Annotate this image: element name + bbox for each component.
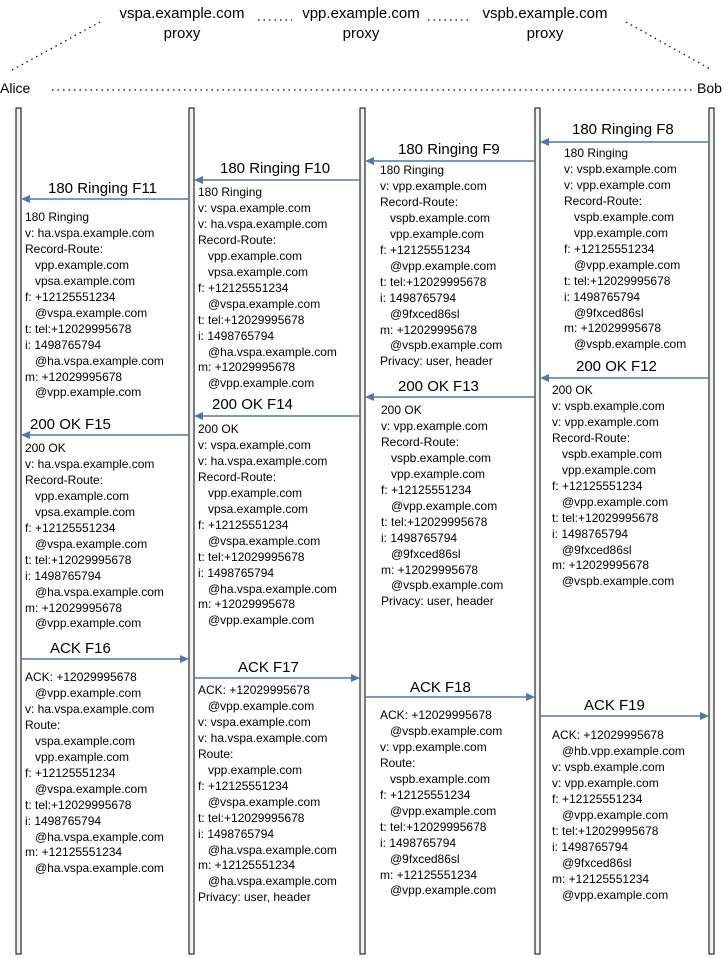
header-line: 180 Ringing <box>198 185 263 199</box>
header-line: @vpp.example.com <box>552 887 669 902</box>
header-line: v: ha.vspa.example.com <box>198 453 328 468</box>
header-line: v: vpp.example.com <box>564 177 671 192</box>
header-line: ACK: +12029995678 <box>198 683 310 697</box>
message-headers <box>198 422 337 629</box>
header-line: @ha.vspa.example.com <box>198 842 337 857</box>
header-line: m: +12125551234 <box>25 845 123 860</box>
message-label: 180 Ringing F10 <box>220 160 331 177</box>
header-line: @ha.vspa.example.com <box>25 861 164 876</box>
header-line: vpp.example.com <box>25 749 130 764</box>
header-line: @vpp.example.com <box>198 613 315 628</box>
header-line: t: tel:+12029995678 <box>380 274 487 289</box>
header-line: v: ha.vspa.example.com <box>25 225 155 240</box>
header-line: @vspb.example.com <box>381 578 504 593</box>
header-line: t: tel:+12029995678 <box>380 819 487 834</box>
arrow-head <box>21 195 30 203</box>
header-line: @vpp.example.com <box>380 258 497 273</box>
party-alice: Alice <box>0 80 31 96</box>
header-line: v: vpp.example.com <box>552 775 659 790</box>
header-line: vpp.example.com <box>25 488 130 503</box>
header-line: t: tel:+12029995678 <box>552 823 659 838</box>
header-line: Record-Route: <box>381 434 460 449</box>
header-line: Record-Route: <box>564 193 643 208</box>
header-line: m: +12029995678 <box>25 369 123 384</box>
arrow-head <box>180 655 189 663</box>
header-line: vpp.example.com <box>198 762 303 777</box>
header-line: i: 1498765794 <box>198 565 275 580</box>
message-label: 200 OK F13 <box>398 378 479 395</box>
header-line: @vpp.example.com <box>25 685 142 700</box>
message-label: 200 OK F12 <box>576 358 657 375</box>
header-line: m: +12029995678 <box>564 321 662 336</box>
header-line: @9fxced86sl <box>380 306 460 321</box>
header-line: t: tel:+12029995678 <box>25 321 132 336</box>
header-line: 200 OK <box>198 422 239 436</box>
header-line: ACK: +12029995678 <box>25 670 137 684</box>
message-label: 180 Ringing F8 <box>572 121 674 138</box>
header-line: @9fxced86sl <box>380 851 460 866</box>
header-line: Privacy: user, header <box>198 890 311 905</box>
header-line: f: +12125551234 <box>198 517 289 532</box>
arrow-head <box>365 157 374 165</box>
header-line: 200 OK <box>381 403 422 417</box>
proxy-b-label <box>460 4 630 44</box>
arrow-head <box>194 412 203 420</box>
message-headers <box>381 403 503 610</box>
header-line: i: 1498765794 <box>380 290 457 305</box>
header-line: v: vspb.example.com <box>552 759 665 774</box>
header-line: vspa.example.com <box>25 733 136 748</box>
message-headers <box>564 146 686 353</box>
header-line: Record-Route: <box>380 194 459 209</box>
header-line: vpsa.example.com <box>25 504 136 519</box>
arrow-head <box>526 693 535 701</box>
header-line: f: +12125551234 <box>380 787 471 802</box>
header-line: f: +12125551234 <box>552 791 643 806</box>
header-line: @vpp.example.com <box>552 807 669 822</box>
header-line: v: ha.vspa.example.com <box>198 216 328 231</box>
header-line: i: 1498765794 <box>198 826 275 841</box>
message-headers <box>25 441 164 632</box>
message-label: 200 OK F15 <box>30 416 111 433</box>
header-line: @vspa.example.com <box>198 296 321 311</box>
header-line: @vspb.example.com <box>552 574 675 589</box>
proxy-mid-label <box>276 4 446 44</box>
header-line: @vpp.example.com <box>198 376 315 391</box>
header-line: f: +12125551234 <box>564 241 655 256</box>
header-line: m: +12029995678 <box>381 562 479 577</box>
header-line: @ha.vspa.example.com <box>198 344 337 359</box>
header-line: 180 Ringing <box>564 146 629 160</box>
header-line: @vspa.example.com <box>25 781 148 796</box>
header-line: f: +12125551234 <box>198 778 289 793</box>
header-line: f: +12125551234 <box>25 520 116 535</box>
message-headers <box>25 670 164 877</box>
header-line: m: +12029995678 <box>198 360 296 375</box>
proxy-a-name: vspa.example.com <box>119 5 245 22</box>
header-line: v: vspa.example.com <box>198 200 311 215</box>
proxy-mid-name: vpp.example.com <box>302 5 420 22</box>
header-line: Record-Route: <box>25 472 104 487</box>
header-line: t: tel:+12029995678 <box>198 312 305 327</box>
header-line: m: +12029995678 <box>380 322 478 337</box>
header-line: @9fxced86sl <box>564 305 644 320</box>
header-line: m: +12029995678 <box>552 558 650 573</box>
header-line: @ha.vspa.example.com <box>25 829 164 844</box>
header-line: i: 1498765794 <box>552 839 629 854</box>
proxy-a-label <box>97 4 267 44</box>
header-line: t: tel:+12029995678 <box>198 810 305 825</box>
header-line: i: 1498765794 <box>564 289 641 304</box>
header-line: t: tel:+12029995678 <box>25 797 132 812</box>
message-headers <box>25 210 164 401</box>
header-line: Record-Route: <box>25 241 104 256</box>
header-line: 200 OK <box>552 383 593 397</box>
lifeline-vspa <box>189 108 194 954</box>
dotted-connector <box>626 22 712 70</box>
header-line: m: +12029995678 <box>25 600 123 615</box>
header-line: vpsa.example.com <box>198 501 309 516</box>
header-line: @hb.vpp.example.com <box>552 743 685 758</box>
header-line: @vpp.example.com <box>198 698 315 713</box>
header-line: m: +12125551234 <box>380 867 478 882</box>
header-line: vpp.example.com <box>380 226 485 241</box>
message-label: ACK F17 <box>238 659 299 676</box>
header-line: v: vspa.example.com <box>198 437 311 452</box>
header-line: Privacy: user, header <box>380 354 493 369</box>
header-line: Record-Route: <box>198 232 277 247</box>
header-line: @vpp.example.com <box>564 257 681 272</box>
message-headers <box>198 683 337 906</box>
message-label: ACK F18 <box>410 679 471 696</box>
header-line: ACK: +12029995678 <box>552 728 664 742</box>
header-line: t: tel:+12029995678 <box>198 549 305 564</box>
message-headers <box>380 163 502 370</box>
header-line: vpp.example.com <box>552 462 657 477</box>
message-headers <box>552 383 674 590</box>
header-line: v: vpp.example.com <box>380 739 487 754</box>
header-line: Record-Route: <box>198 469 277 484</box>
header-line: i: 1498765794 <box>25 813 102 828</box>
header-line: i: 1498765794 <box>25 337 102 352</box>
header-line: v: ha.vspa.example.com <box>25 456 155 471</box>
message-label: ACK F16 <box>50 640 111 657</box>
header-line: @vspb.example.com <box>564 337 687 352</box>
arrow-head <box>351 674 360 682</box>
proxy-b-role: proxy <box>526 25 564 42</box>
header-line: v: vpp.example.com <box>381 418 488 433</box>
arrow-head <box>540 374 549 382</box>
header-line: m: +12029995678 <box>198 597 296 612</box>
header-line: m: +12125551234 <box>198 858 296 873</box>
header-line: t: tel:+12029995678 <box>552 510 659 525</box>
header-line: v: ha.vspa.example.com <box>198 730 328 745</box>
message-label: ACK F19 <box>584 697 645 714</box>
header-line: vspb.example.com <box>552 446 663 461</box>
header-line: t: tel:+12029995678 <box>25 552 132 567</box>
header-line: @9fxced86sl <box>381 546 461 561</box>
message-label: 180 Ringing F11 <box>48 180 157 197</box>
arrow-head <box>194 176 203 184</box>
header-line: vpp.example.com <box>564 225 669 240</box>
header-line: @vspb.example.com <box>380 338 503 353</box>
header-line: vpp.example.com <box>198 485 303 500</box>
header-line: @9fxced86sl <box>552 542 632 557</box>
header-line: f: +12125551234 <box>552 478 643 493</box>
header-line: f: +12125551234 <box>380 242 471 257</box>
header-line: v: ha.vspa.example.com <box>25 701 155 716</box>
header-line: f: +12125551234 <box>25 289 116 304</box>
arrow-head <box>540 138 549 146</box>
header-line: Privacy: user, header <box>381 594 494 609</box>
header-line: @vpp.example.com <box>25 385 142 400</box>
message-headers <box>552 728 685 903</box>
header-line: Route: <box>25 717 61 732</box>
message-headers <box>198 185 337 392</box>
header-line: i: 1498765794 <box>380 835 457 850</box>
arrow-head <box>365 393 374 401</box>
lifeline-bob <box>709 108 714 954</box>
header-line: 180 Ringing <box>25 210 90 224</box>
header-line: Route: <box>380 755 416 770</box>
header-line: @ha.vspa.example.com <box>25 353 164 368</box>
dotted-connector <box>12 22 100 70</box>
header-line: @vspa.example.com <box>198 533 321 548</box>
header-line: Route: <box>198 746 234 761</box>
header-line: @ha.vspa.example.com <box>198 874 337 889</box>
header-line: vpp.example.com <box>381 466 486 481</box>
header-line: @vspb.example.com <box>380 723 503 738</box>
header-line: vpp.example.com <box>25 257 130 272</box>
header-line: @vpp.example.com <box>380 803 497 818</box>
header-line: @vpp.example.com <box>381 498 498 513</box>
header-line: @vspa.example.com <box>198 794 321 809</box>
header-line: @ha.vspa.example.com <box>198 581 337 596</box>
header-line: vpsa.example.com <box>25 273 136 288</box>
message-headers <box>380 708 502 899</box>
header-line: @vspa.example.com <box>25 536 148 551</box>
header-line: f: +12125551234 <box>198 280 289 295</box>
header-line: Record-Route: <box>552 430 631 445</box>
header-line: ACK: +12029995678 <box>380 708 492 722</box>
header-line: @vpp.example.com <box>25 616 142 631</box>
lifeline-vpp <box>360 108 365 954</box>
message-label: 200 OK F14 <box>212 396 293 413</box>
header-line: vpp.example.com <box>198 248 303 263</box>
proxy-mid-role: proxy <box>342 25 380 42</box>
header-line: v: vspb.example.com <box>564 161 677 176</box>
header-line: i: 1498765794 <box>25 568 102 583</box>
header-line: v: vspb.example.com <box>552 398 665 413</box>
header-line: @vpp.example.com <box>552 494 669 509</box>
header-line: @vpp.example.com <box>380 883 497 898</box>
header-line: @9fxced86sl <box>552 855 632 870</box>
header-line: t: tel:+12029995678 <box>564 273 671 288</box>
arrow-head <box>700 712 709 720</box>
header-line: i: 1498765794 <box>198 328 275 343</box>
header-line: @ha.vspa.example.com <box>25 584 164 599</box>
header-line: 180 Ringing <box>380 163 445 177</box>
header-line: i: 1498765794 <box>381 530 458 545</box>
header-line: f: +12125551234 <box>25 765 116 780</box>
header-line: @vspa.example.com <box>25 305 148 320</box>
header-line: f: +12125551234 <box>381 482 472 497</box>
message-label: 180 Ringing F9 <box>398 141 500 158</box>
lifeline-vspb <box>535 108 540 954</box>
party-bob: Bob <box>697 80 722 96</box>
header-line: 200 OK <box>25 441 66 455</box>
header-line: vspb.example.com <box>381 450 492 465</box>
header-line: vspb.example.com <box>380 771 491 786</box>
header-line: vpsa.example.com <box>198 264 309 279</box>
header-line: m: +12125551234 <box>552 871 650 886</box>
header-line: v: vpp.example.com <box>552 414 659 429</box>
proxy-b-name: vspb.example.com <box>482 5 608 22</box>
header-line: i: 1498765794 <box>552 526 629 541</box>
header-line: t: tel:+12029995678 <box>381 514 488 529</box>
header-line: v: vpp.example.com <box>380 178 487 193</box>
arrow-head <box>21 431 30 439</box>
lifeline-alice <box>16 108 21 954</box>
header-line: vspb.example.com <box>564 209 675 224</box>
header-line: v: vspa.example.com <box>198 714 311 729</box>
header-line: vspb.example.com <box>380 210 491 225</box>
proxy-a-role: proxy <box>163 25 201 42</box>
